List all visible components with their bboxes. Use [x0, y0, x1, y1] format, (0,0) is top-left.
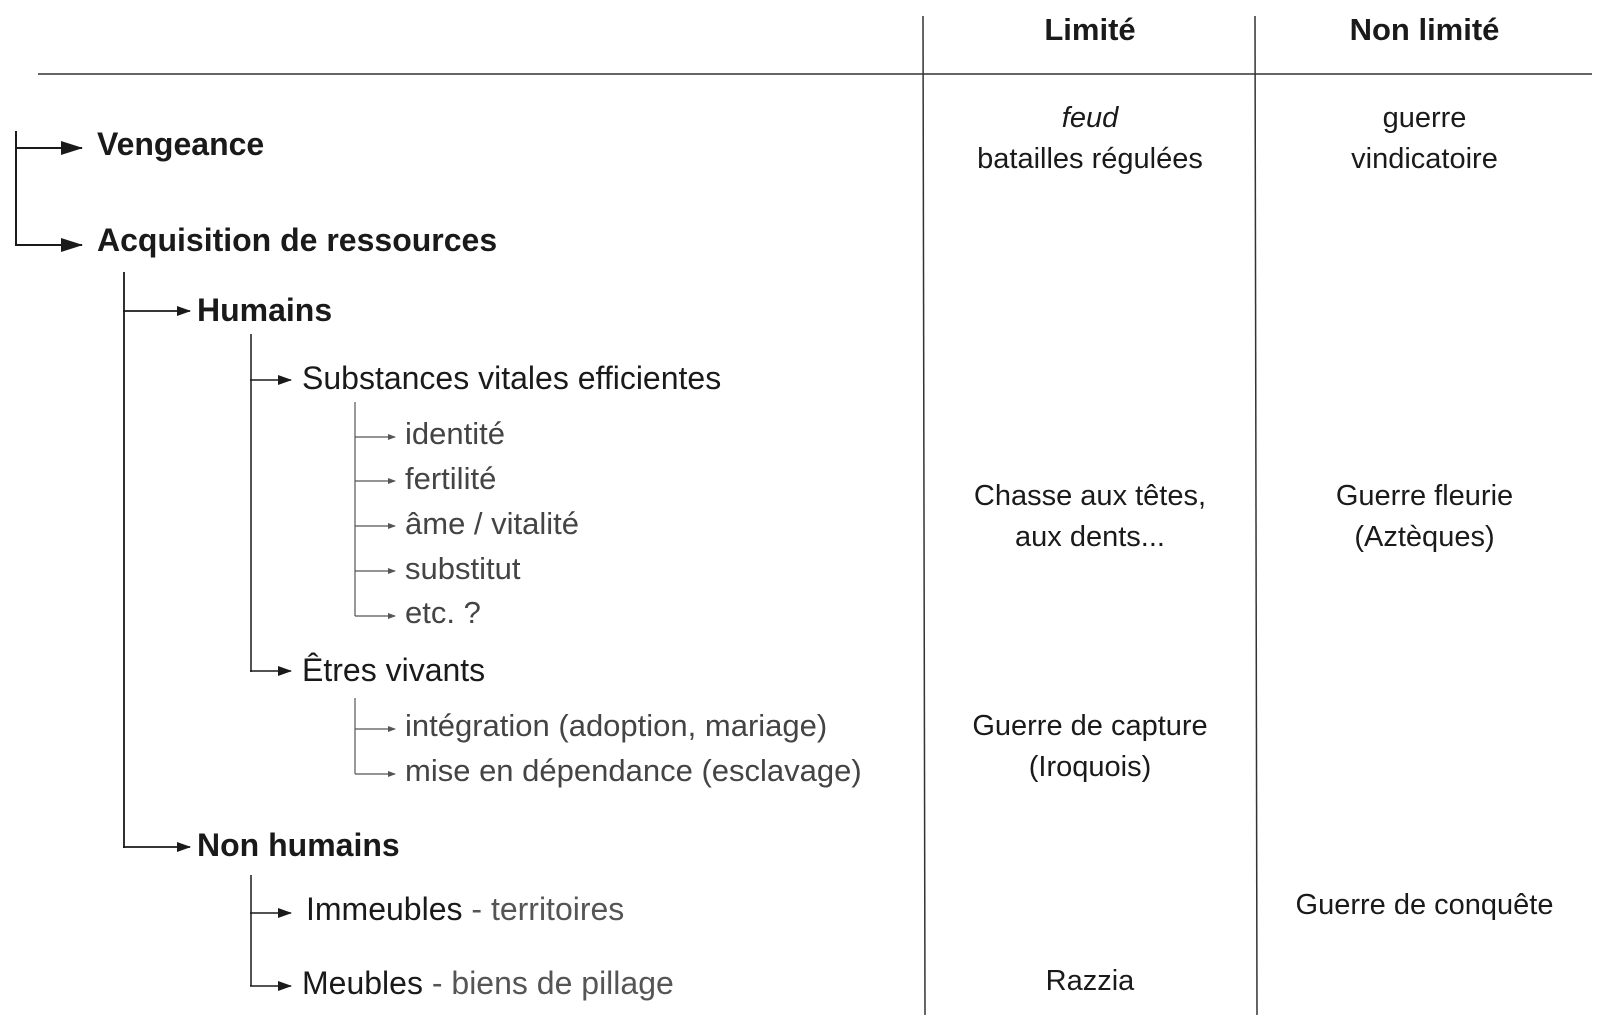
cell-substances-non-limite [1257, 476, 1592, 558]
cell-substances-non-limite-line2: (Aztèques) [1354, 521, 1495, 553]
cell-vengeance-limite-line2: batailles régulées [977, 143, 1203, 175]
leaf-ame-vitalite: âme / vitalité [405, 506, 580, 541]
cell-vengeance-limite-line1: feud [1061, 102, 1119, 134]
cell-meubles-limite-text: Razzia [1045, 965, 1135, 997]
leaf-substitut: substitut [405, 551, 521, 586]
node-immeubles [306, 893, 624, 925]
leaf-etc: etc. ? [405, 595, 481, 630]
leaf-fertilite: fertilité [405, 461, 497, 496]
cell-substances-limite [925, 476, 1255, 558]
header-non-limite: Non limité [1349, 12, 1500, 47]
immeubles-detail: - territoires [471, 891, 625, 927]
meubles-detail: - biens de pillage [431, 965, 674, 1001]
cell-etres-limite-line1: Guerre de capture [972, 710, 1208, 742]
cell-vengeance-limite [925, 98, 1255, 180]
cell-immeubles-non-limite-text: Guerre de conquête [1295, 889, 1554, 921]
node-non-humains: Non humains [197, 827, 400, 863]
cell-vengeance-non-limite-line1: guerre [1382, 102, 1467, 134]
leaf-mise-en-dependance: mise en dépendance (esclavage) [405, 753, 862, 788]
cell-substances-limite-line2: aux dents... [1015, 521, 1165, 553]
meubles-label: Meubles [302, 965, 423, 1001]
node-humains: Humains [197, 292, 333, 328]
node-substances: Substances vitales efficientes [302, 360, 722, 396]
cell-etres-limite-line2: (Iroquois) [1028, 751, 1152, 783]
cell-etres-limite [925, 706, 1255, 788]
node-meubles [302, 967, 674, 999]
cell-substances-non-limite-line1: Guerre fleurie [1335, 480, 1514, 512]
cell-meubles-limite [925, 961, 1255, 1002]
cell-vengeance-non-limite [1257, 98, 1592, 180]
immeubles-label: Immeubles [306, 891, 463, 927]
header-limite: Limité [1044, 12, 1136, 47]
cell-substances-limite-line1: Chasse aux têtes, [973, 480, 1207, 512]
leaf-identite: identité [405, 416, 505, 451]
leaf-integration: intégration (adoption, mariage) [405, 708, 828, 743]
node-vengeance: Vengeance [97, 126, 265, 162]
cell-vengeance-non-limite-line2: vindicatoire [1351, 143, 1498, 175]
cell-immeubles-non-limite [1257, 885, 1592, 926]
node-acquisition: Acquisition de ressources [97, 222, 498, 258]
node-etres-vivants: Êtres vivants [302, 652, 486, 688]
